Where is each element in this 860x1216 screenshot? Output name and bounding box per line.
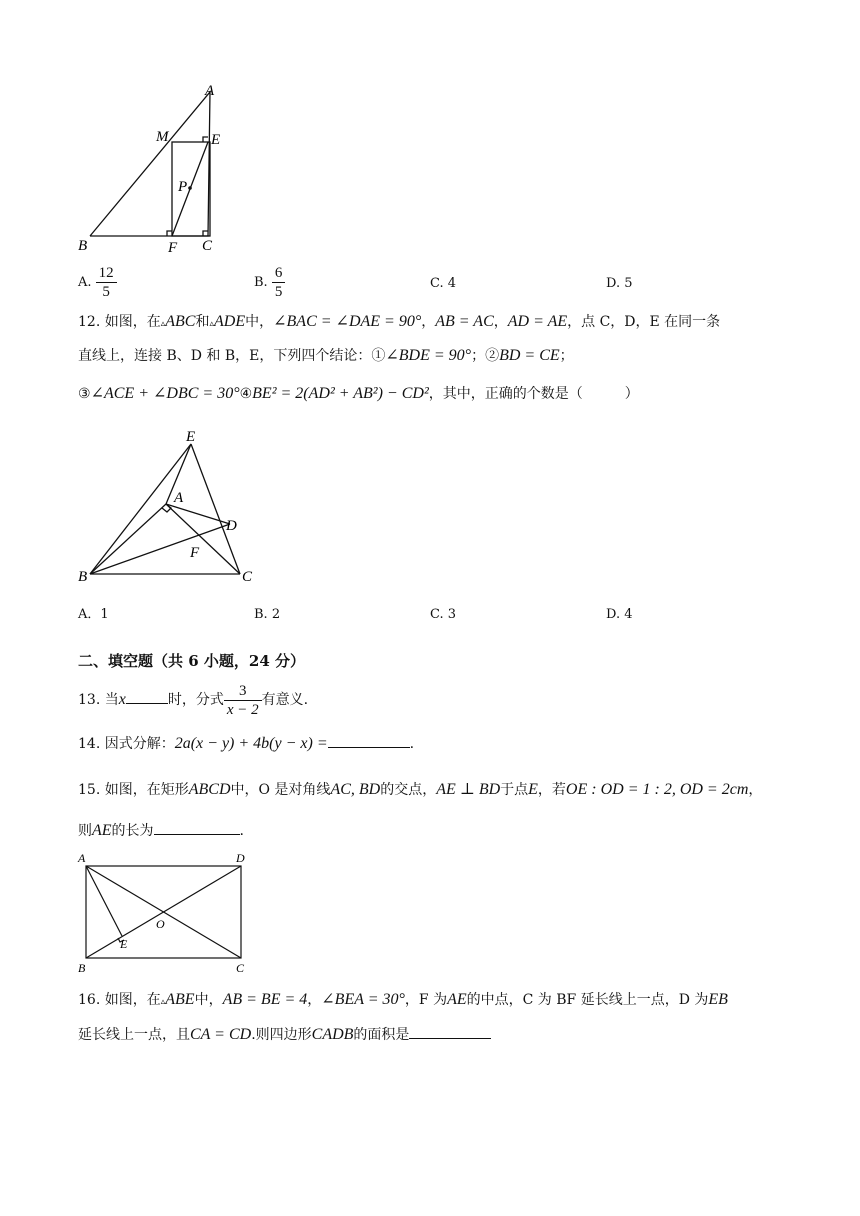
fraction-6-5: $\frac{6}{5}$ — [272, 264, 286, 301]
label-m: M — [156, 129, 169, 145]
q12-option-d[interactable]: D. 4 — [606, 607, 633, 622]
label-c: C — [236, 961, 245, 975]
fraction-3-over-x-minus-2: $\frac{3}{x - 2}$ — [224, 682, 262, 719]
right-angle-f — [167, 231, 172, 236]
label-d: D — [226, 518, 237, 534]
q15-answer-blank[interactable] — [154, 820, 240, 835]
label-p: P — [178, 179, 188, 195]
q16-line-2: 延长线上一点，且CA = CD.则四边形CADB的面积是 — [78, 1024, 491, 1045]
figure-q15 — [74, 850, 260, 976]
q13-answer-blank[interactable] — [126, 689, 168, 704]
q16-line-1: 16. 如图，在▵ABE中，AB = BE = 4，∠BEA = 30°，F 为AE的中点，C 为 BF 延长线上一点，D 为EB — [78, 991, 728, 1008]
label-a: A — [174, 490, 184, 506]
label-b: B — [78, 961, 86, 975]
q13: 13. 当x 时，分式 $\frac{3}{x - 2}$ 有意义. — [78, 682, 309, 718]
point-p — [188, 186, 192, 190]
q12-line-3: ③∠ACE + ∠DBC = 30°④BE² = 2(AD² + AB²) − CD²，其中，正确的个数是（ ） — [78, 385, 639, 402]
label-a: A — [205, 83, 215, 99]
triangle-abc — [90, 92, 210, 236]
segment-be — [90, 444, 191, 574]
q12-line-2: 直线上，连接 B、D 和 B，E，下列四个结论：①∠BDE = 90°；②BD = CE； — [78, 347, 574, 364]
right-angle-c — [203, 231, 208, 236]
q14-answer-blank[interactable] — [328, 733, 410, 748]
q11-option-c[interactable]: C. 4 — [430, 276, 457, 291]
q14: 14. 因式分解：2a(x − y) + 4b(y − x) = . — [78, 735, 415, 752]
segment-ac — [166, 504, 240, 574]
label-o: O — [156, 917, 165, 931]
label-f: F — [168, 240, 178, 256]
label-f: F — [190, 545, 200, 561]
figure-q12 — [70, 424, 270, 590]
label-b: B — [78, 569, 88, 585]
label-e: E — [186, 429, 196, 445]
label-c: C — [242, 569, 253, 585]
right-angle-e — [203, 137, 208, 142]
q11-option-a[interactable]: A. $\frac{12}{5}$ — [78, 264, 117, 301]
section-title: 二、填空题（共 6 小题，24 分） — [78, 652, 305, 670]
segment-bd — [90, 524, 230, 574]
q11-option-d[interactable]: D. 5 — [606, 276, 633, 291]
q12-option-c[interactable]: C. 3 — [430, 607, 457, 622]
label-e: E — [120, 937, 128, 951]
label-d: D — [236, 851, 245, 865]
label-a: A — [78, 851, 86, 865]
q16-answer-blank[interactable] — [409, 1024, 491, 1039]
segment-ad — [166, 504, 230, 524]
q15-line-1: 15. 如图，在矩形ABCD中，O 是对角线AC, BD的交点，AE ⊥ BD于点E，若OE : OD = 1 : 2, OD = 2cm， — [78, 781, 763, 798]
figure-q11 — [70, 78, 240, 258]
label-c: C — [202, 238, 213, 254]
label-b: B — [78, 238, 88, 254]
q11-option-b[interactable]: B. $\frac{6}{5}$ — [254, 264, 285, 301]
q12-option-b[interactable]: B. 2 — [254, 607, 281, 622]
q12-option-a[interactable]: A．1 — [78, 607, 109, 622]
label-e: E — [211, 132, 221, 148]
segment-ba — [90, 504, 166, 574]
q15-line-2: 则AE的长为 . — [78, 822, 244, 839]
fraction-12-5: $\frac{12}{5}$ — [96, 264, 117, 301]
q12-line-1: 12. 如图，在▵ABC和▵ADE中，∠BAC = ∠DAE = 90°，AB = AC，AD = AE，点 C，D，E 在同一条 — [78, 313, 721, 330]
